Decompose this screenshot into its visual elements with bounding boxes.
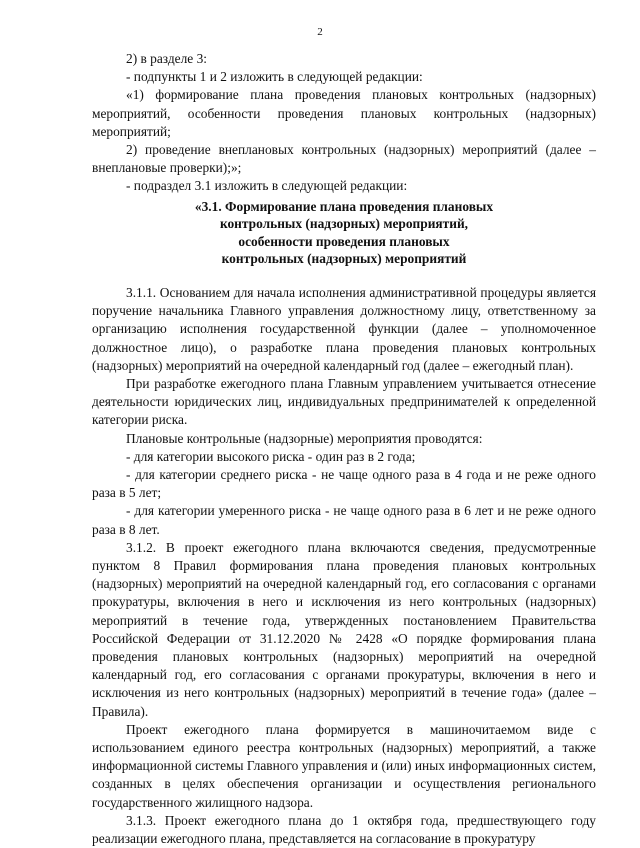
paragraph-3-1-1: 3.1.1. Основанием для начала исполнения административной процедуры является поручение начальника Главного управления должностному лицу, ответственному за организацию исполнения государственной функции (далее – уполномоченное должностное лицо), о разработке плана проведения плановых контрольных (надзорных) мероприятий на очередной календарный год (далее – ежегодный план). bbox=[92, 285, 596, 373]
heading-line: «3.1. Формирование плана проведения плановых bbox=[194, 198, 494, 214]
paragraph-3-1-2: 3.1.2. В проект ежегодного плана включаются сведения, предусмотренные пунктом 8 Правил формирования плана проведения плановых контрольных (надзорных) мероприятий на очередной календарный год, его согласования с органами прокуратуры, включения в него и исключения из него контрольных (надзорных) мероприятий в течение года, утвержденных постановлением Правительства Российской Федерации от 31.12.2020 № 2428 «О порядке формирования плана проведения плановых контрольных (надзорных) мероприятий на очередной календарный год, его согласования с органами прокуратуры, включения в него и исключения из него контрольных (надзорных) мероприятий в течение года» (далее – Правила). bbox=[92, 539, 596, 719]
paragraph-machine-readable: Проект ежегодного плана формируется в машиночитаемом виде с использованием единого реестра контрольных (надзорных) мероприятий, а также информационной системы Главного управления и (или) иных информационных систем, созданных в целях обеспечения организации и осуществления регионального государственного жилищного надзора. bbox=[92, 721, 596, 810]
paragraph-item-1: «1) формирование плана проведения плановых контрольных (надзорных) мероприятий, особенности проведения плановых контрольных (надзорных) мероприятий; bbox=[92, 87, 596, 139]
document-body bbox=[92, 50, 596, 848]
heading-line: контрольных (надзорных) мероприятий bbox=[221, 251, 467, 267]
paragraph-medium-risk: - для категории среднего риска - не чаще одного раза в 4 года и не реже одного раза в 5 лет; bbox=[92, 467, 596, 501]
paragraph-risk-category: При разработке ежегодного плана Главным управлением учитывается отнесение деятельности юридических лиц, индивидуальных предпринимателей к определенной категории риска. bbox=[92, 376, 596, 428]
paragraph-item-2: 2) проведение внеплановых контрольных (надзорных) мероприятий (далее – внеплановые проверки);»; bbox=[92, 142, 596, 176]
section-heading bbox=[92, 198, 596, 268]
paragraph-high-risk: - для категории высокого риска - один раз в 2 года; bbox=[126, 448, 416, 464]
paragraph-moderate-risk: - для категории умеренного риска - не чаще одного раза в 6 лет и не реже одного раза в 8 лет. bbox=[92, 503, 596, 537]
paragraph-subitems-1-2: - подпункты 1 и 2 изложить в следующей редакции: bbox=[126, 69, 423, 85]
paragraph-subsection-3-1: - подраздел 3.1 изложить в следующей редакции: bbox=[126, 178, 408, 194]
paragraph-section-3: 2) в разделе 3: bbox=[126, 51, 208, 66]
heading-line: контрольных (надзорных) мероприятий, bbox=[219, 216, 469, 232]
paragraph-planned-measures: Плановые контрольные (надзорные) мероприятия проводятся: bbox=[126, 430, 483, 446]
paragraph-3-1-3: 3.1.3. Проект ежегодного плана до 1 октября года, предшествующего году реализации ежегодного плана, представляется на согласование в прокуратуру bbox=[92, 812, 596, 847]
heading-line: особенности проведения плановых bbox=[238, 233, 450, 249]
page-number: 2 bbox=[317, 26, 323, 38]
